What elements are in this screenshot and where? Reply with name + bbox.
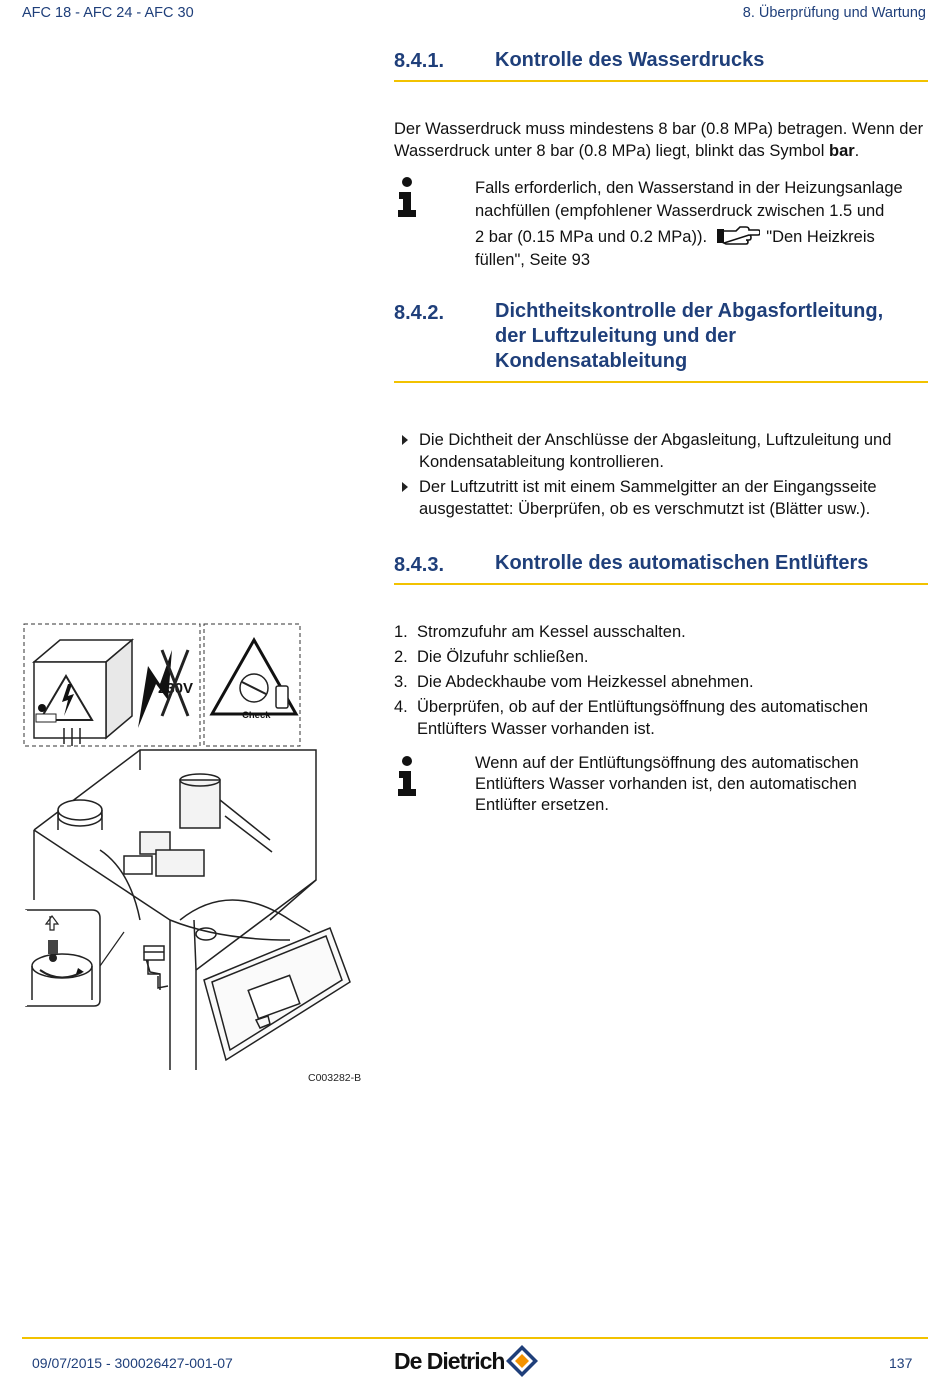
note-line — [475, 225, 935, 249]
section-number-8-4-1: 8.4.1. — [394, 50, 445, 72]
step-number: 3. — [394, 673, 408, 691]
footer-date-docnumber: 09/07/2015 - 300026427-001-07 — [32, 1355, 233, 1371]
procedure-steps — [394, 621, 934, 743]
info-note-replace-air-vent — [475, 753, 935, 816]
step-item — [394, 696, 934, 740]
step-number: 2. — [394, 648, 408, 666]
info-icon — [394, 176, 420, 218]
voltage-label: 230V — [158, 680, 194, 697]
list-item-text: Der Luftzutritt ist mit einem Sammelgitter an der Eingangsseite ausgestattet: Überprüfen, ob es verschmutzt ist (Blätter usw.). — [419, 478, 877, 518]
step-text: Die Ölzufuhr schließen. — [417, 648, 589, 666]
section-rule — [394, 80, 928, 82]
check-label: Check — [242, 710, 271, 721]
note-line: nachfüllen (empfohlener Wasserdruck zwischen 1.5 und — [475, 202, 885, 220]
title-line: Kondensatableitung — [495, 350, 688, 372]
page-number: 137 — [889, 1355, 913, 1371]
figure-code: C003282-B — [308, 1072, 362, 1084]
symbol-bar: bar — [828, 142, 855, 160]
note-line: Entlüfter ersetzen. — [475, 796, 609, 814]
list-item — [396, 429, 934, 473]
note-line: füllen", Seite 93 — [475, 251, 591, 269]
step-text: Stromzufuhr am Kessel ausschalten. — [417, 623, 686, 641]
section-number-8-4-2: 8.4.2. — [394, 302, 445, 324]
section-rule — [394, 381, 928, 383]
brand-name: De Dietrich — [394, 1348, 505, 1374]
step-item — [394, 646, 934, 668]
section-title-8-4-2 — [495, 299, 935, 374]
list-item-text: Die Dichtheit der Anschlüsse der Abgasleitung, Luftzuleitung und Kondensatableitung kontrollieren. — [419, 431, 892, 471]
tightness-checklist — [396, 429, 934, 523]
doc-header-right: 8. Überprüfung und Wartung — [742, 5, 926, 21]
brand-logo — [394, 1345, 539, 1377]
step-number: 1. — [394, 623, 408, 641]
air-vent-illustration — [20, 620, 370, 1090]
info-note-refill — [475, 177, 935, 272]
check-warning-pictogram — [204, 624, 300, 746]
step-number: 4. — [394, 698, 408, 716]
note-line: Entlüfters Wasser vorhanden ist, den automatischen — [475, 775, 857, 793]
step-text: Überprüfen, ob auf der Entlüftungsöffnung des automatischen Entlüfters Wasser vorhanden ist. — [417, 698, 869, 738]
water-pressure-paragraph — [394, 118, 934, 162]
para-end: . — [854, 142, 860, 160]
note-line: Wenn auf der Entlüftungsöffnung des automatischen — [475, 754, 859, 772]
doc-header-left: AFC 18 - AFC 24 - AFC 30 — [22, 5, 194, 21]
footer-rule — [22, 1337, 928, 1339]
step-text: Die Abdeckhaube vom Heizkessel abnehmen. — [417, 673, 754, 691]
no-voltage-pictogram — [138, 650, 193, 728]
title-line: Dichtheitskontrolle der Abgasfortleitung, — [495, 300, 884, 322]
section-title-8-4-3: Kontrolle des automatischen Entlüfters — [495, 552, 869, 574]
note-text: 2 bar (0.15 MPa und 0.2 MPa)). — [475, 228, 708, 246]
air-vent-detail-inset — [26, 910, 124, 1006]
info-icon — [394, 755, 420, 797]
note-line: Falls erforderlich, den Wasserstand in der Heizungsanlage — [475, 179, 903, 197]
section-number-8-4-3: 8.4.3. — [394, 554, 445, 576]
pointing-hand-icon — [716, 225, 760, 247]
title-line: der Luftzuleitung und der — [495, 325, 737, 347]
para-text: Der Wasserdruck muss mindestens 8 bar (0.8 MPa) betragen. Wenn der Wasserdruck unter 8 bar (0.8 MPa) liegt, blinkt das Symbol — [394, 120, 924, 160]
section-rule — [394, 583, 928, 585]
step-item — [394, 621, 934, 643]
cross-reference-link[interactable]: "Den Heizkreis — [766, 228, 875, 246]
step-item — [394, 671, 934, 693]
list-item — [396, 476, 934, 520]
section-title-8-4-1: Kontrolle des Wasserdrucks — [495, 49, 765, 71]
brand-diamond-icon — [505, 1344, 539, 1378]
